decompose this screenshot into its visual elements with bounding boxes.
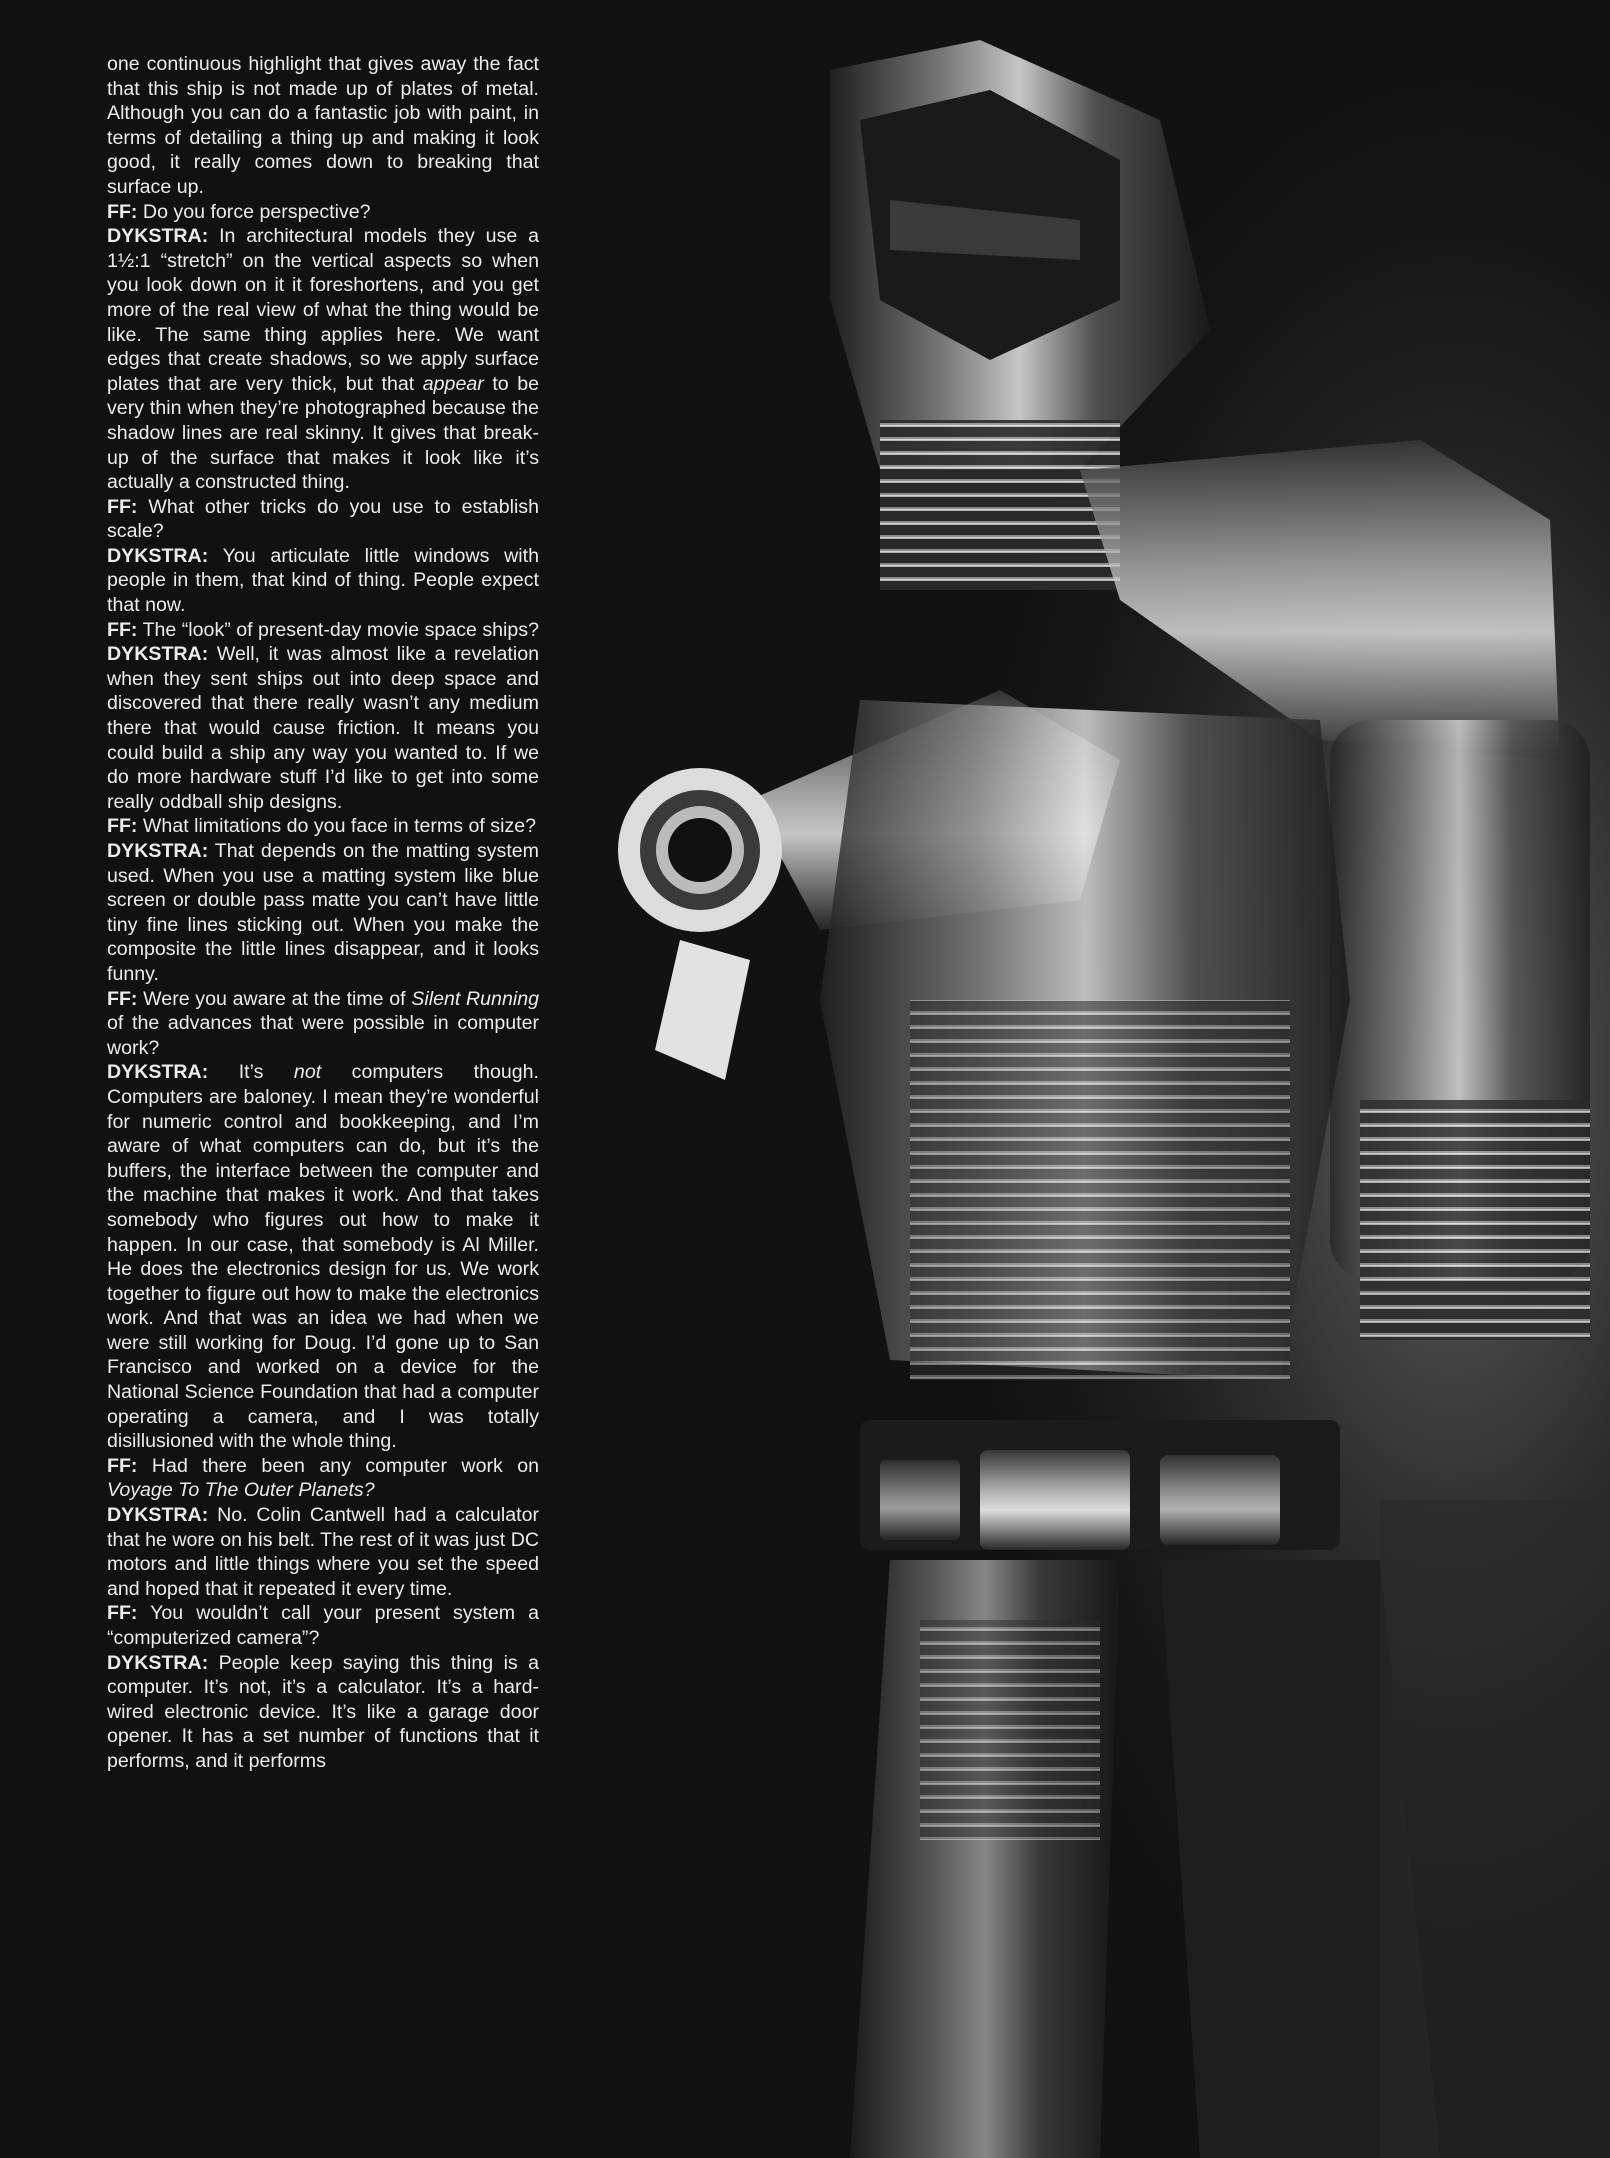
- body-text: You wouldn’t call your present system a “computerized camera”?: [107, 1602, 540, 1649]
- body-text: to be very thin when they’re photographed because the shadow lines are real skinny. It gives that break-up of the surface that makes it look like it’s actually a constructed thing.: [107, 372, 540, 494]
- article-paragraph: [107, 200, 539, 225]
- body-text: of the advances that were possible in computer work?: [107, 1012, 539, 1059]
- article-paragraph: [107, 495, 539, 544]
- italic-text: Voyage To The Outer Planets?: [107, 1479, 375, 1502]
- body-text: No. Colin Cantwell had a calculator that he wore on his belt. The rest of it was just DC motors and little things where you set the speed and hoped that it repeated it every time.: [107, 1504, 539, 1600]
- robot-costume-photo: [560, 0, 1610, 2158]
- speaker-label: FF:: [107, 987, 138, 1010]
- speaker-label: FF:: [107, 495, 138, 518]
- body-text: That depends on the matting system used. When you use a matting system like blue screen or double pass matte you can’t have little tiny fine lines sticking out. When you make the composite the little lines disappear, and it looks funny.: [107, 840, 539, 985]
- body-text: In architectural models they use a 1½:1 “stretch” on the vertical aspects so when you look down on it it foreshortens, and you get more of the real view of what the thing would be like. The same thing applies here. We want edges that create shadows, so we apply surface plates that are very thick, but that: [107, 225, 539, 395]
- speaker-label: DYKSTRA:: [107, 1504, 209, 1527]
- speaker-label: DYKSTRA:: [107, 1651, 209, 1674]
- robot-illustration: [560, 0, 1610, 2158]
- speaker-label: FF:: [107, 618, 138, 641]
- body-text: It’s: [238, 1061, 294, 1084]
- body-text: People keep saying this thing is a computer. It’s not, it’s a calculator. It’s a hard-wired electronic device. It’s like a garage door opener. It has a set number of functions that it performs, and it performs: [107, 1651, 539, 1772]
- italic-text: appear: [422, 372, 484, 395]
- article-column: [107, 52, 539, 1774]
- article-paragraph: [107, 1503, 539, 1601]
- article-paragraph: [107, 618, 539, 643]
- article-paragraph: [107, 544, 539, 618]
- body-text: What other tricks do you use to establish scale?: [107, 495, 539, 543]
- article-paragraph: [107, 1454, 539, 1503]
- italic-text: not: [293, 1061, 322, 1084]
- body-text: Were you aware at the time of: [143, 987, 412, 1010]
- italic-text: Silent Running: [411, 987, 539, 1010]
- body-text: one continuous highlight that gives away the fact that this ship is not made up of plates of metal. Although you can do a fantastic job with paint, in terms of detailing a thing up and making it look good, it really comes down to breaking that surface up.: [107, 53, 539, 198]
- speaker-label: DYKSTRA:: [107, 840, 209, 862]
- speaker-label: DYKSTRA:: [107, 1061, 209, 1084]
- body-text: You articulate little windows with people in them, that kind of thing. People expect that now.: [107, 544, 539, 617]
- body-text: Well, it was almost like a revelation when they sent ships out into deep space and discovered that there really wasn’t any medium there that would cause friction. It means you could build a ship any way you wanted to. If we do more hardware stuff I’d like to get into some really oddball ship designs.: [107, 643, 539, 813]
- article-paragraph: [107, 52, 539, 200]
- speaker-label: FF:: [107, 1602, 138, 1625]
- article-paragraph: [107, 839, 539, 987]
- article-paragraph: [107, 1060, 539, 1454]
- speaker-label: DYKSTRA:: [107, 643, 209, 666]
- speaker-label: FF:: [107, 815, 138, 838]
- article-paragraph: [107, 987, 539, 1061]
- article-paragraph: [107, 224, 539, 495]
- speaker-label: FF:: [107, 200, 138, 223]
- speaker-label: DYKSTRA:: [107, 225, 209, 248]
- article-paragraph: [107, 814, 539, 839]
- body-text: Do you force perspective?: [142, 200, 371, 223]
- body-text: Had there been any computer work on: [151, 1454, 539, 1477]
- article-paragraph: [107, 1601, 539, 1650]
- article-paragraph: [107, 1651, 539, 1774]
- body-text: What limitations do you face in terms of size?: [142, 815, 537, 838]
- body-text: The “look” of present-day movie space ships?: [142, 618, 539, 641]
- speaker-label: DYKSTRA:: [107, 544, 209, 567]
- article-paragraph: [107, 642, 539, 814]
- speaker-label: FF:: [107, 1454, 138, 1477]
- body-text: computers though. Computers are baloney. I mean they’re wonderful for numeric control and bookkeeping, and I’m aware of what computers can do, but it’s the buffers, the interface between the computer and the machine that makes it work. And that takes somebody who figures out how to make it happen. In our case, that somebody is Al Miller. He does the electronics design for us. We work together to figure out how to make the electronics work. And that was an idea we had when we were still working for Doug. I’d gone up to San Francisco and worked on a device for the National Science Foundation that had a computer operating a camera, and I was totally disillusioned with the whole thing.: [107, 1061, 539, 1453]
